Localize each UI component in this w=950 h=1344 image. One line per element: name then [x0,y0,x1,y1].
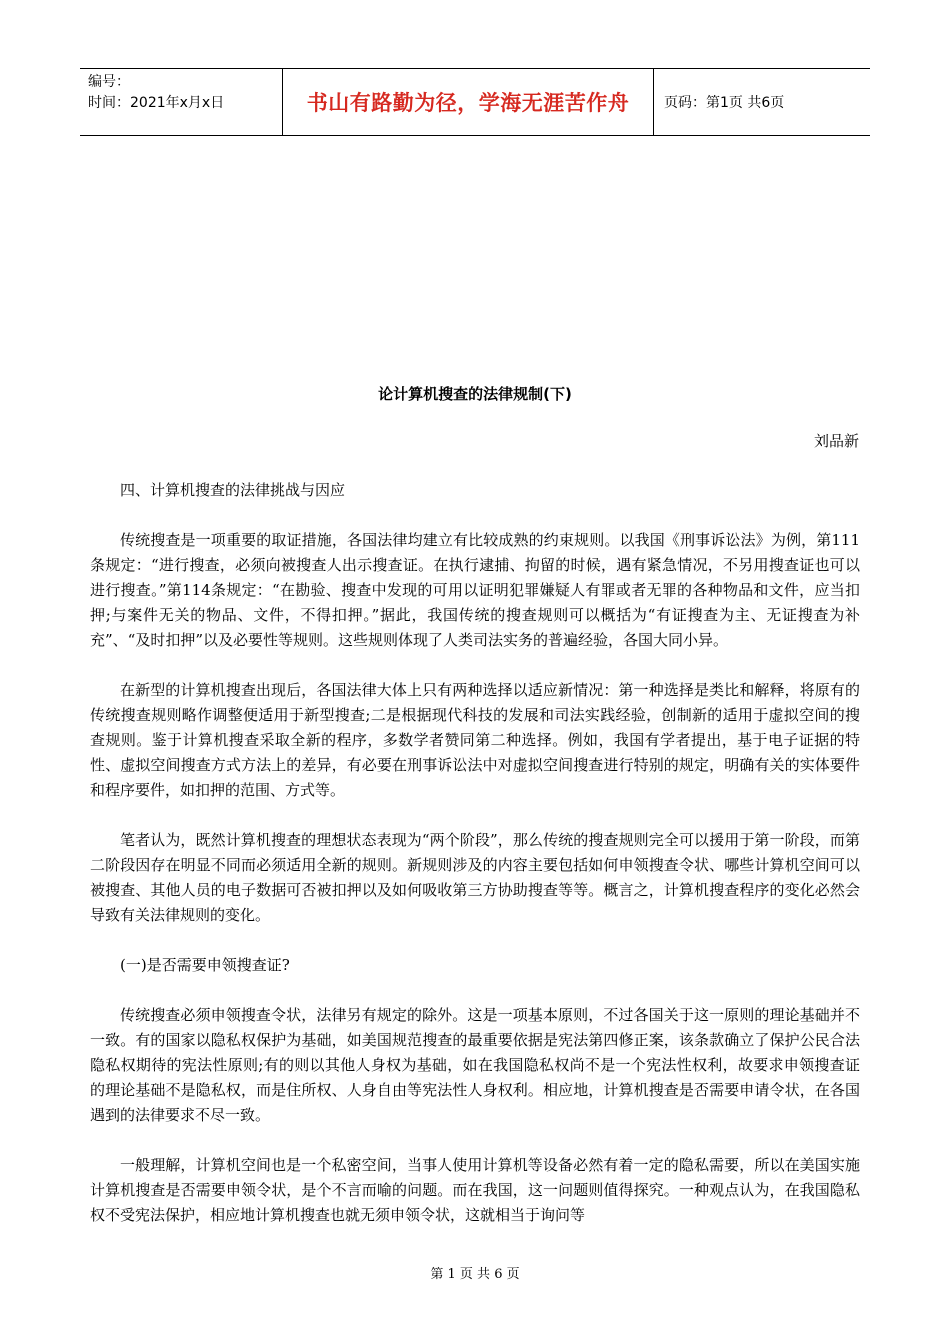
header-page-cell [654,69,870,135]
section-heading: 四、计算机搜查的法律挑战与因应 [120,481,346,499]
paragraph: 传统搜查必须申领搜查令状，法律另有规定的除外。这是一项基本原则，不过各国关于这一原则的理论基础并不一致。有的国家以隐私权保护为基础，如美国规范搜查的最重要依据是宪法第四修正案，该条款确立了保护公民合法隐私权期待的宪法性原则;有的则以其他人身权为基础，如在我国隐私权尚不是一个宪法性权利，故要求申领搜查证的理论基础不是隐私权，而是住所权、人身自由等宪法性人身权利。相应地，计算机搜查是否需要申请令状，在各国遇到的法律要求不尽一致。 [90,1006,860,1124]
date-label: 时间：2021年x月x日 [88,95,225,111]
document-title: 论计算机搜查的法律规制(下) [378,385,572,403]
header-meta-cell [80,69,283,135]
subsection-heading: (一)是否需要申领搜查证? [120,956,290,974]
header-motto-cell [283,69,654,135]
page-footer: 第 1 页 共 6 页 [430,1267,520,1282]
paragraph: 笔者认为，既然计算机搜查的理想状态表现为“两个阶段”，那么传统的搜查规则完全可以援用于第一阶段，而第二阶段因存在明显不同而必须适用全新的规则。新规则涉及的内容主要包括如何申领搜查令状、哪些计算机空间可以被搜查、其他人员的电子数据可否被扣押以及如何吸收第三方协助搜查等等。概言之，计算机搜查程序的变化必然会导致有关法律规则的变化。 [90,831,860,924]
number-label: 编号： [88,74,130,90]
document-author: 刘品新 [813,432,859,450]
paragraph: 在新型的计算机搜查出现后，各国法律大体上只有两种选择以适应新情况：第一种选择是类比和解释，将原有的传统搜查规则略作调整便适用于新型搜查;二是根据现代科技的发展和司法实践经验，创制新的适用于虚拟空间的搜查规则。鉴于计算机搜查采取全新的程序，多数学者赞同第二种选择。例如，我国有学者提出，基于电子证据的特性、虚拟空间搜查方式方法上的差异，有必要在刑事诉讼法中对虚拟空间搜查进行特别的规定，明确有关的实体要件和程序要件，如扣押的范围、方式等。 [90,681,860,799]
paragraph: 一般理解，计算机空间也是一个私密空间，当事人使用计算机等设备必然有着一定的隐私需要，所以在美国实施计算机搜查是否需要申领令状，是个不言而喻的问题。而在我国，这一问题则值得探究。一种观点认为，在我国隐私权不受宪法保护，相应地计算机搜查也就无须申领令状，这就相当于询问等 [90,1156,860,1224]
paragraph: 传统搜查是一项重要的取证措施，各国法律均建立有比较成熟的约束规则。以我国《刑事诉讼法》为例，第111条规定：“进行搜查，必须向被搜查人出示搜查证。在执行逮捕、拘留的时候，遇有紧急情况，不另用搜查证也可以进行搜查。”第114条规定：“在勘验、搜查中发现的可用以证明犯罪嫌疑人有罪或者无罪的各种物品和文件，应当扣押;与案件无关的物品、文件，不得扣押。”据此，我国传统的搜查规则可以概括为“有证搜查为主、无证搜查为补充”、“及时扣押”以及必要性等规则。这些规则体现了人类司法实务的普遍经验，各国大同小异。 [90,531,860,649]
page-info: 页码：第1页 共6页 [664,95,785,111]
document-header [80,68,870,136]
document-body [90,478,860,1253]
motto-text: 书山有路勤为径，学海无涯苦作舟 [306,91,630,115]
